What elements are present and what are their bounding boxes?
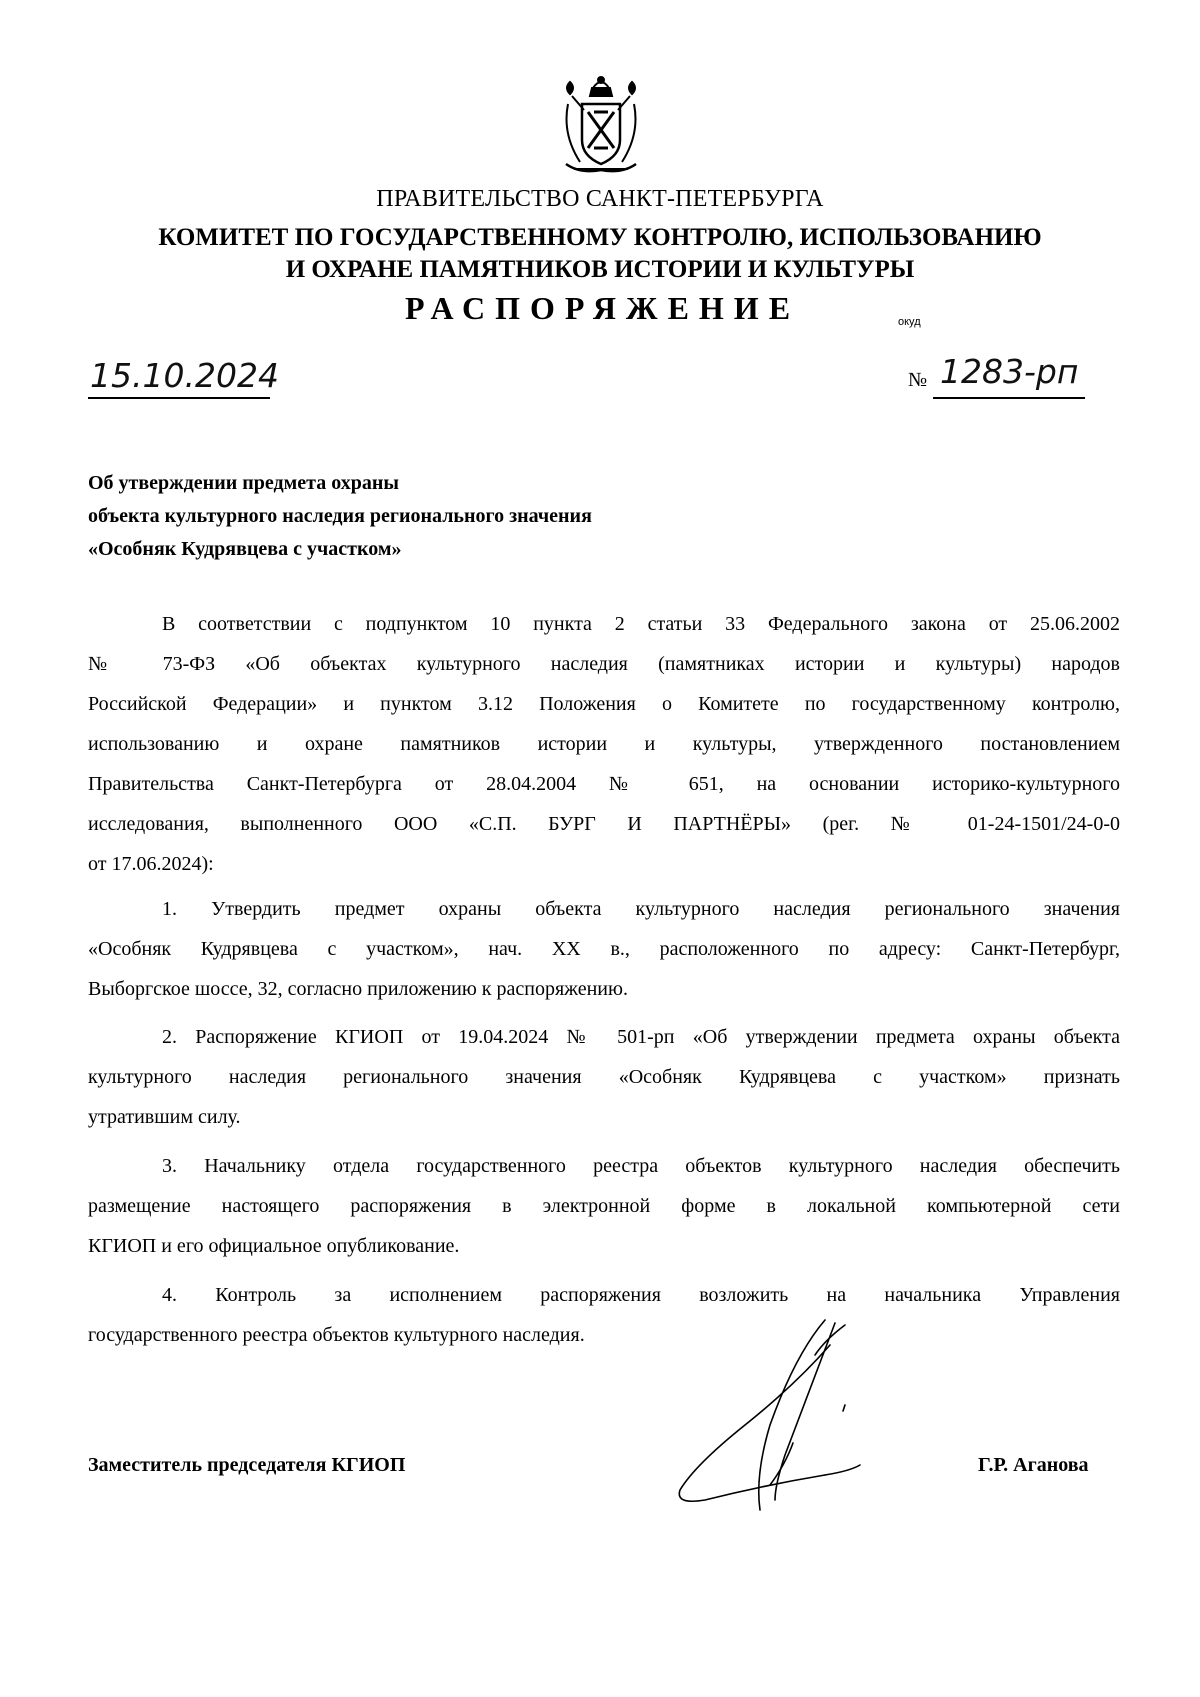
subject-line: объекта культурного наследия регионального значения [88, 505, 592, 527]
body-line: 3. Начальнику отдела государственного реестра объектов культурного наследия обеспечить [162, 1155, 1120, 1177]
body-line: утратившим силу. [88, 1106, 241, 1128]
subject-line: Об утверждении предмета охраны [88, 472, 399, 494]
document-number: 1283-рп [940, 352, 1079, 391]
body-line: «Особняк Кудрявцева с участком», нач. XX в., расположенного по адресу: Санкт-Петербург, [88, 938, 1120, 960]
body-line: государственного реестра объектов культурного наследия. [88, 1324, 585, 1346]
date-underline [88, 397, 270, 399]
body-line: культурного наследия регионального значения «Особняк Кудрявцева с участком» признать [88, 1066, 1120, 1088]
body-line: исследования, выполненного ООО «С.П. БУРГ И ПАРТНЁРЫ» (рег. № 01-24-1501/24-0-0 [88, 813, 1120, 835]
number-underline [933, 397, 1085, 399]
subject-line: «Особняк Кудрявцева с участком» [88, 538, 402, 560]
body-line: В соответствии с подпунктом 10 пункта 2 статьи 33 Федерального закона от 25.06.2002 [162, 613, 1120, 635]
body-line: от 17.06.2024): [88, 853, 214, 875]
body-line: размещение настоящего распоряжения в электронной форме в локальной компьютерной сети [88, 1195, 1120, 1217]
body-line: Выборгское шоссе, 32, согласно приложению к распоряжению. [88, 978, 628, 1000]
body-line: Правительства Санкт-Петербурга от 28.04.2004 № 651, на основании историко-культурного [88, 773, 1120, 795]
coat-of-arms-icon [560, 74, 642, 178]
body-line: 2. Распоряжение КГИОП от 19.04.2024 № 501-рп «Об утверждении предмета охраны объекта [162, 1026, 1120, 1048]
number-sign: № [908, 369, 928, 391]
body-line: использованию и охране памятников истории и культуры, утвержденного постановлением [88, 733, 1120, 755]
body-line: 1. Утвердить предмет охраны объекта культурного наследия регионального значения [162, 898, 1120, 920]
body-line: 4. Контроль за исполнением распоряжения возложить на начальника Управления [162, 1284, 1120, 1306]
committee-name-line1: КОМИТЕТ ПО ГОСУДАРСТВЕННОМУ КОНТРОЛЮ, ИСПОЛЬЗОВАНИЮ [158, 224, 1042, 251]
body-line: № 73-ФЗ «Об объектах культурного наследия (памятниках истории и культуры) народов [88, 653, 1120, 675]
signer-position: Заместитель председателя КГИОП [88, 1454, 406, 1476]
okud-label: окуд [898, 316, 921, 328]
committee-name-line2: И ОХРАНЕ ПАМЯТНИКОВ ИСТОРИИ И КУЛЬТУРЫ [285, 256, 915, 283]
document-date: 15.10.2024 [90, 356, 279, 395]
body-line: Российской Федерации» и пунктом 3.12 Положения о Комитете по государственному контролю, [88, 693, 1120, 715]
government-heading: ПРАВИТЕЛЬСТВО САНКТ-ПЕТЕРБУРГА [376, 186, 824, 212]
handwritten-signature-icon [675, 1315, 875, 1525]
document-type-title: РАСПОРЯЖЕНИЕ [405, 290, 801, 326]
body-line: КГИОП и его официальное опубликование. [88, 1235, 460, 1257]
signer-name: Г.Р. Аганова [978, 1454, 1089, 1476]
